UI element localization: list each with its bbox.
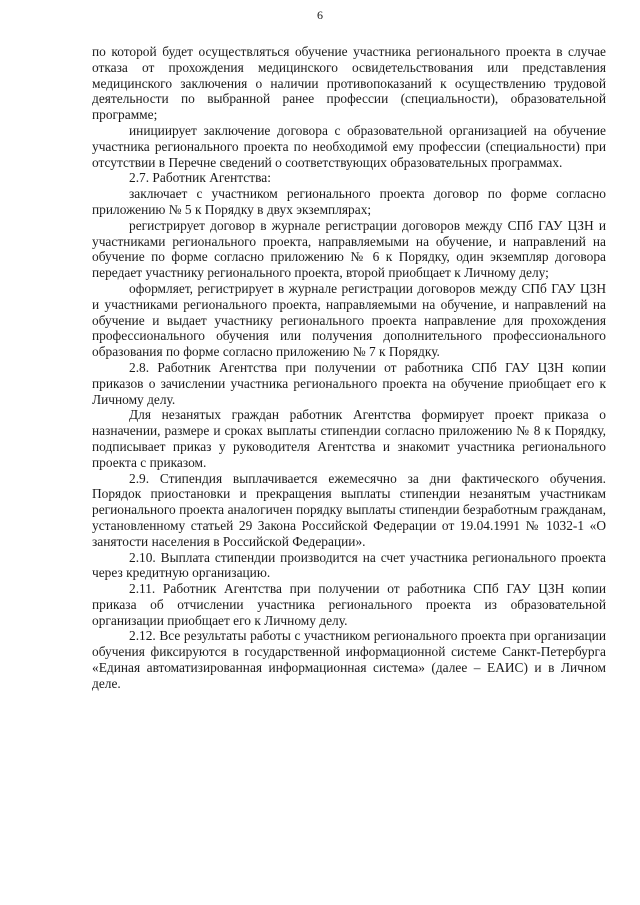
paragraph-concludes-contract: заключает с участником регионального проекта договор по форме согласно приложению № 5 к Порядку в двух экземплярах;: [92, 186, 606, 217]
section-2-7-heading: 2.7. Работник Агентства:: [129, 170, 271, 186]
section-2-9: 2.9. Стипендия выплачивается ежемесячно за дни фактического обучения. Порядок приостановки и прекращения выплаты стипендии незанятым участникам регионального проекта аналогичен порядку выплаты стипендии безработным гражданам, установленному статьей 29 Закона Российской Федерации от 19.04.1991 № 1032-1 «О занятости населения в Российской Федерации».: [92, 470, 606, 549]
paragraph-issues-direction: оформляет, регистрирует в журнале регистрации договоров между СПб ГАУ ЦЗН и участниками регионального проекта, направляемыми на обучение, и направлений на обучение и выдает участнику регионального проекта направление для прохождения профессионального обучения или получения дополнительного профессионального образования по форме согласно приложению № 7 к Порядку.: [92, 280, 606, 360]
section-2-12: 2.12. Все результаты работы с участником регионального проекта при организации обучения фиксируются в государственной информационной системе Санкт-Петербурга «Единая автоматизированная информационная система» (далее – ЕАИС) и в Личном деле.: [92, 628, 606, 691]
page-number: 6: [317, 8, 323, 22]
paragraph-registers-contract: регистрирует договор в журнале регистрации договоров между СПб ГАУ ЦЗН и участниками регионального проекта, направляемыми на обучение, и направлений на обучение по форме согласно приложению № 6 к Порядку, один экземпляр договора передает участнику регионального проекта, второй приобщает к Личному делу;: [92, 217, 606, 281]
section-2-11: 2.11. Работник Агентства при получении от работника СПб ГАУ ЦЗН копии приказа об отчислении участника регионального проекта из образовательной организации приобщает его к Личному делу.: [92, 581, 606, 628]
paragraph-continuation: по которой будет осуществляться обучение участника регионального проекта в случае отказа от прохождения медицинского освидетельствования или представления медицинского заключения о наличии противопоказаний к осуществлению трудовой деятельности по выбранной ранее профессии (специальности), образовательной программе;: [92, 44, 606, 123]
document-body: [92, 44, 606, 692]
section-2-10: 2.10. Выплата стипендии производится на счет участника регионального проекта через кредитную организацию.: [92, 549, 606, 581]
paragraph-initiates-contract: инициирует заключение договора с образовательной организацией на обучение участника регионального проекта по необходимой ему профессии (специальности) при отсутствии в Перечне сведений о соответствующих образовательных программах.: [92, 122, 606, 170]
paragraph-stipend-order: Для незанятых граждан работник Агентства формирует проект приказа о назначении, размере и сроках выплаты стипендии согласно приложению № 8 к Порядку, подписывает приказ у руководителя Агентства и знакомит участника регионального проекта с приказом.: [92, 407, 606, 470]
section-2-8: 2.8. Работник Агентства при получении от работника СПб ГАУ ЦЗН копии приказов о зачислении участника регионального проекта на обучение приобщает его к Личному делу.: [92, 359, 606, 407]
